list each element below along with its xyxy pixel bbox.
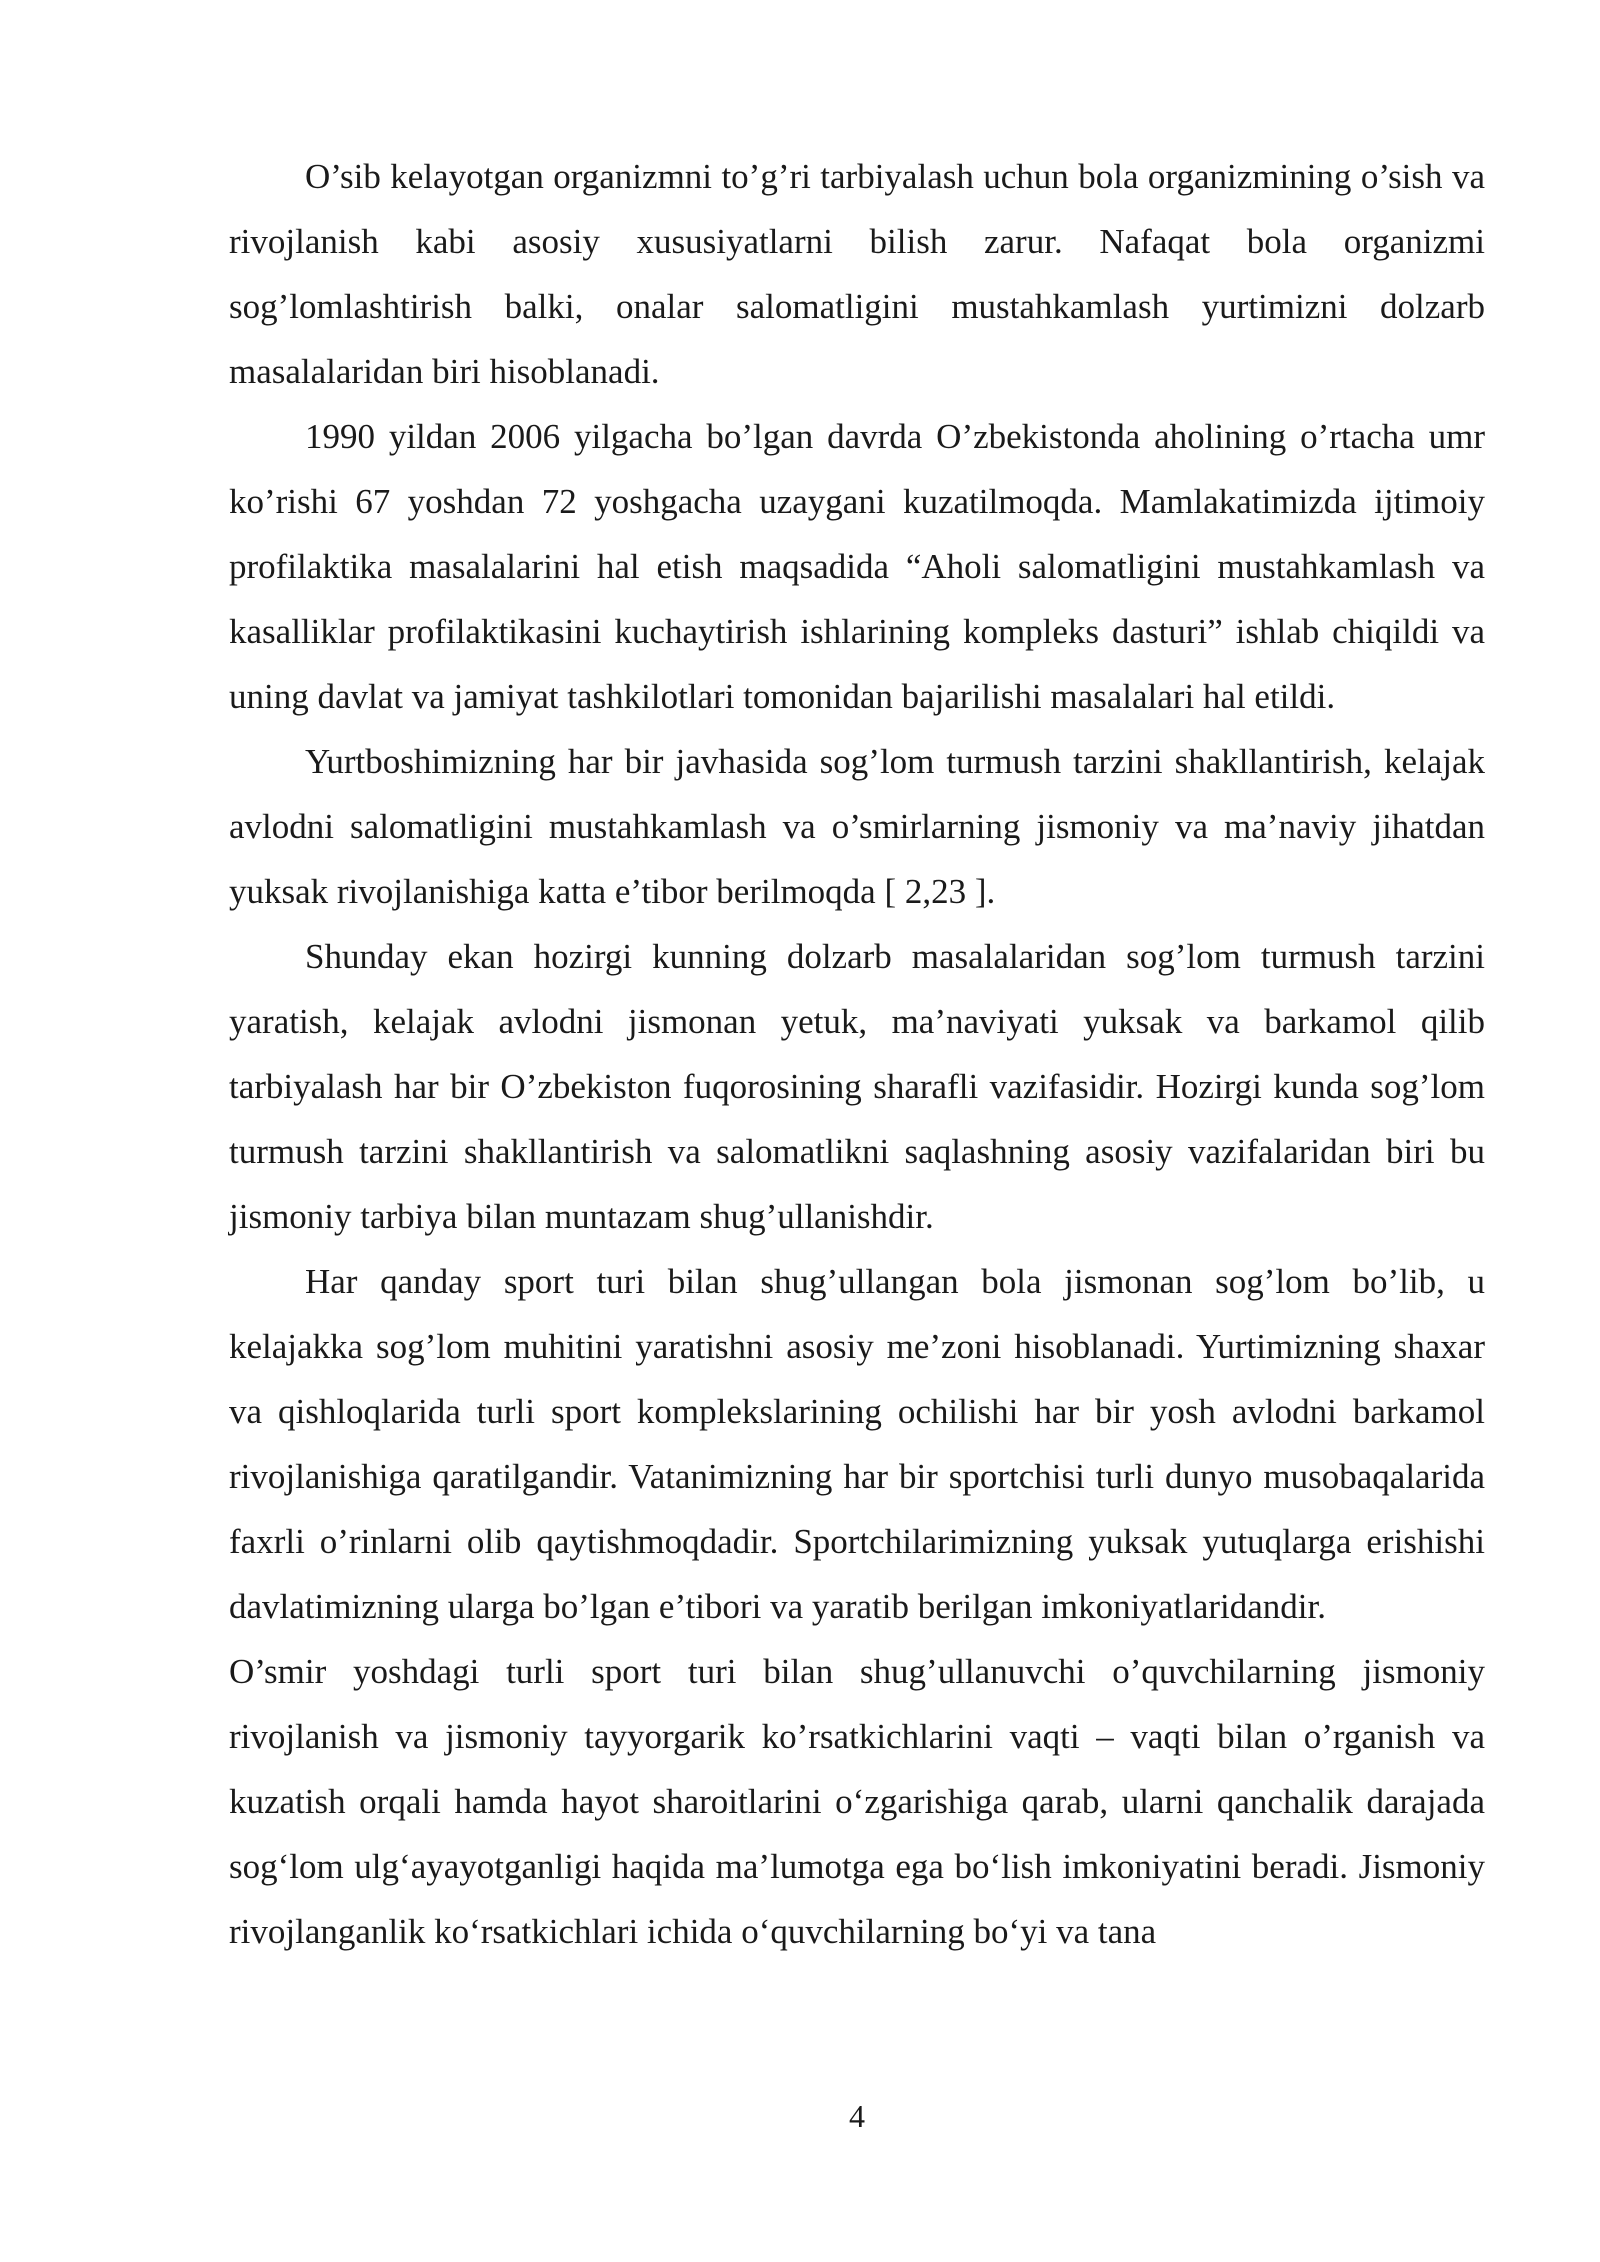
paragraph-2: 1990 yildan 2006 yilgacha bo’lgan davrda O’zbekistonda aholining o’rtacha umr ko’rishi 67 yoshdan 72 yoshgacha uzaygani kuzatilmoqda. Mamlakatimizda ijtimoiy profilaktika masalalarini hal etish maqsadida “Aholi salomatligini mustahkamlash va kasalliklar profilaktikasini kuchaytirish ishlarining kompleks dasturi” ishlab chiqildi va uning davlat va jamiyat tashkilotlari tomonidan bajarilishi masalalari hal etildi. (229, 417, 1485, 716)
paragraph-6: O’smir yoshdagi turli sport turi bilan shug’ullanuvchi o’quvchilarning jismoniy rivojlanish va jismoniy tayyorgarik ko’rsatkichlarini vaqti – vaqti bilan o’rganish va kuzatish orqali hamda hayot sharoitlarini o‘zgarishiga qarab, ularni qanchalik darajada sog‘lom ulg‘ayayotganligi haqida ma’lumotga ega bo‘lish imkoniyatini beradi. Jismoniy rivojlanganlik ko‘rsatkichlari ichida o‘quvchilarning bo‘yi va tana (229, 1652, 1485, 1951)
paragraph-5: Har qanday sport turi bilan shug’ullangan bola jismonan sog’lom bo’lib, u kelajakka sog’lom muhitini yaratishni asosiy me’zoni hisoblanadi. Yurtimizning shaxar va qishloqlarida turli sport komplekslarining ochilishi har bir yosh avlodni barkamol rivojlanishiga qaratilgandir. Vatanimizning har bir sportchisi turli dunyo musobaqalarida faxrli o’rinlarni olib qaytishmoqdadir. Sportchilarimizning yuksak yutuqlarga erishishi davlatimizning ularga bo’lgan e’tibori va yaratib berilgan imkoniyatlaridandir. (229, 1262, 1485, 1626)
paragraph-3: Yurtboshimizning har bir javhasida sog’lom turmush tarzini shakllantirish, kelajak avlodni salomatligini mustahkamlash va o’smirlarning jismoniy va ma’naviy jihatdan yuksak rivojlanishiga katta e’tibor berilmoqda [ 2,23 ]. (229, 742, 1485, 911)
paragraph-4: Shunday ekan hozirgi kunning dolzarb masalalaridan sog’lom turmush tarzini yaratish, kelajak avlodni jismonan yetuk, ma’naviyati yuksak va barkamol qilib tarbiyalash har bir O’zbekiston fuqorosining sharafli vazifasidir. Hozirgi kunda sog’lom turmush tarzini shakllantirish va salomatlikni saqlashning asosiy vazifalaridan biri bu jismoniy tarbiya bilan muntazam shug’ullanishdir. (229, 937, 1485, 1236)
document-body (229, 144, 1485, 1964)
page-number: 4 (849, 2098, 865, 2134)
paragraph-1: O’sib kelayotgan organizmni to’g’ri tarbiyalash uchun bola organizmining o’sish va rivojlanish kabi asosiy xususiyatlarni bilish zarur. Nafaqat bola organizmi sog’lomlashtirish balki, onalar salomatligini mustahkamlash yurtimizni dolzarb masalalaridan biri hisoblanadi. (229, 157, 1485, 391)
